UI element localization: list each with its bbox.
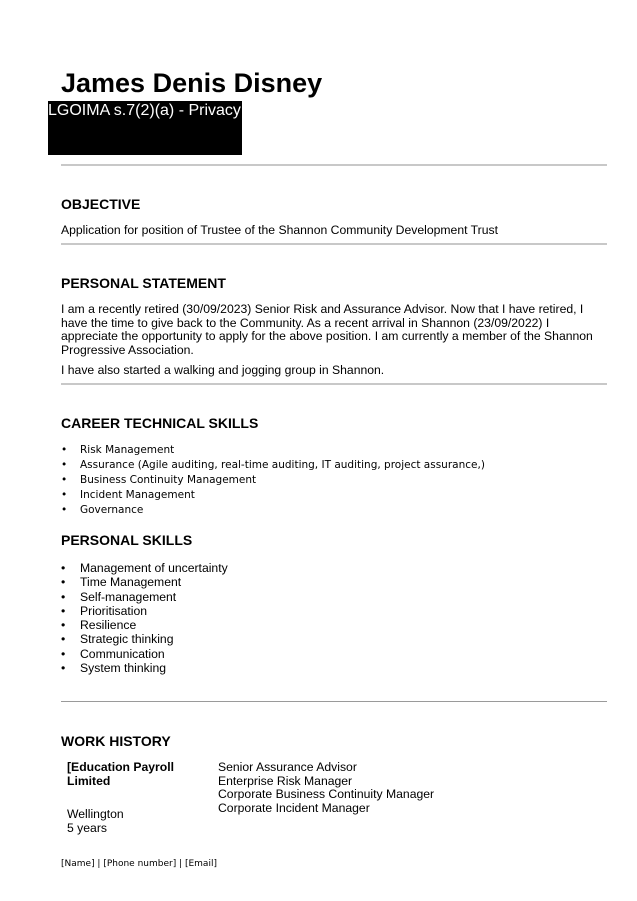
objective-heading: OBJECTIVE (61, 196, 141, 212)
list-item: • Assurance (Agile auditing, real-time auditing, IT auditing, project assurance,) (61, 458, 607, 473)
employment-duration: 5 years (67, 820, 107, 835)
list-item: • Risk Management (61, 443, 607, 458)
list-item: • Prioritisation (61, 604, 607, 618)
employer-details (67, 808, 124, 835)
personal-skills-heading: PERSONAL SKILLS (61, 532, 193, 548)
employer-location: Wellington (67, 807, 124, 821)
employer-name-line-1: [Education Payroll (67, 760, 174, 774)
job-roles (218, 761, 434, 815)
career-technical-skills-heading: CAREER TECHNICAL SKILLS (61, 415, 259, 431)
job-role: Corporate Business Continuity Manager (218, 787, 435, 802)
list-item: • Business Continuity Management (61, 473, 607, 488)
divider (61, 383, 607, 385)
personal-skills-list (61, 561, 607, 675)
job-role: Senior Assurance Advisor (218, 760, 357, 774)
job-role: Enterprise Risk Manager (218, 773, 353, 788)
employer-name (67, 761, 174, 788)
career-technical-skills-list (61, 443, 607, 518)
list-item: • Governance (61, 503, 607, 518)
personal-statement-paragraph-1: I am a recently retired (30/09/2023) Senior Risk and Assurance Advisor. Now that I have retired, I have the time to give back to the Community. As a recent arrival in Shannon (23/09/2022) I appreciate the opportunity to apply for the above position. I am currently a member of the Shannon Progressive Association. (61, 302, 593, 357)
list-item: • Time Management (61, 575, 607, 589)
footer-contact: [Name] | [Phone number] | [Email] (61, 859, 217, 869)
list-item: • Strategic thinking (61, 632, 607, 646)
applicant-name: James Denis Disney (61, 68, 323, 98)
list-item: • System thinking (61, 661, 607, 675)
list-item: • Self-management (61, 590, 607, 604)
list-item: • Incident Management (61, 488, 607, 503)
list-item: • Management of uncertainty (61, 561, 607, 575)
personal-statement-heading: PERSONAL STATEMENT (61, 275, 226, 291)
employer-name-line-2: Limited (67, 773, 111, 788)
objective-text: Application for position of Trustee of the Shannon Community Development Trust (61, 223, 498, 237)
list-item: • Resilience (61, 618, 607, 632)
personal-statement-paragraph-2: I have also started a walking and jogging group in Shannon. (61, 363, 385, 377)
divider (61, 701, 607, 702)
job-role: Corporate Incident Manager (218, 800, 370, 815)
divider (61, 164, 607, 166)
redaction-label: LGOIMA s.7(2)(a) - Privacy (48, 102, 241, 119)
work-history-heading: WORK HISTORY (61, 733, 171, 749)
list-item: • Communication (61, 647, 607, 661)
divider (61, 243, 607, 245)
